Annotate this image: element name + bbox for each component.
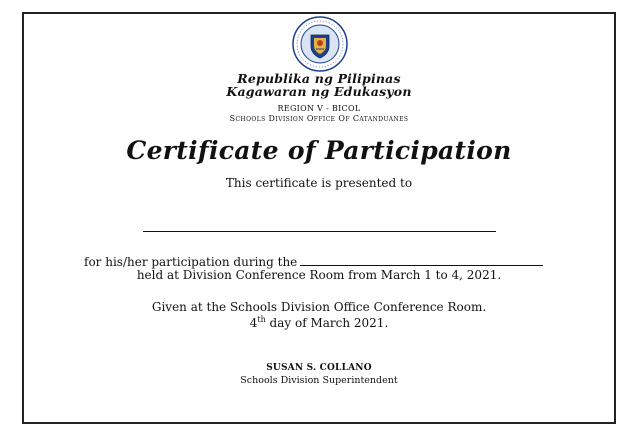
signatory-name: SUSAN S. COLLANO (266, 363, 372, 373)
event-blank-line (300, 254, 543, 266)
recipient-name-line (143, 231, 496, 232)
certificate-title: Certificate of Participation (126, 136, 512, 165)
presented-to-text: This certificate is presented to (225, 176, 413, 190)
date-line (0, 315, 638, 330)
participation-text: for his/her participation during the (84, 255, 298, 269)
venue-text: held at Division Conference Room from March 1 to 4, 2021. (136, 268, 502, 282)
participation-line (84, 254, 543, 269)
department-name: Kagawaran ng Edukasyon (226, 84, 412, 99)
republic-name: Republika ng Pilipinas (237, 71, 401, 86)
day-suffix: th (257, 315, 266, 324)
region-label: REGION V - BICOL (277, 104, 361, 113)
day-number: 4 (249, 316, 258, 330)
day-rest: day of March 2021. (265, 316, 389, 330)
signatory-title: Schools Division Superintendent (240, 375, 398, 386)
given-at-text: Given at the Schools Division Office Conference Room. (151, 300, 487, 314)
deped-seal-icon (292, 16, 348, 72)
office-label: Schools Division Office Of Catanduanes (229, 114, 409, 123)
